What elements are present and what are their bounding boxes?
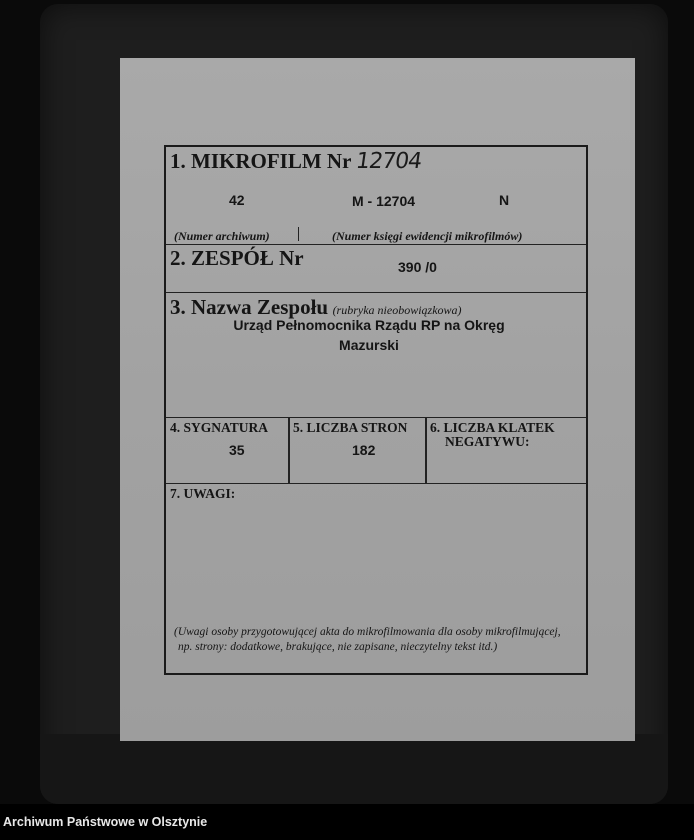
microfilm-form [164, 145, 588, 675]
register-caption: (Numer księgi ewidencji mikrofilmów) [332, 229, 523, 243]
nazwa-zespolu-label: 3. Nazwa Zespołu [170, 295, 329, 319]
handwritten-film-number: 12704 [354, 149, 424, 174]
uwagi-note-line2: np. strony: dodatkowe, brakujące, nie zapisane, nieczytelny tekst itd.) [178, 641, 498, 653]
archive-number: 42 [229, 192, 245, 208]
section-mikrofilm [166, 147, 586, 245]
section-details [166, 417, 586, 484]
liczba-klatek-label: 6. LICZBA KLATEK [430, 420, 555, 435]
sygnatura-label: 4. SYGNATURA [170, 420, 269, 435]
negatywu-label: NEGATYWU: [445, 434, 530, 449]
optional-field-note: (rubryka nieobowiązkowa) [332, 303, 462, 317]
section-nazwa-zespolu [166, 292, 586, 418]
institution-name: Archiwum Państwowe w Olsztynie [3, 815, 208, 829]
section-uwagi [166, 483, 586, 673]
sygnatura-value: 35 [229, 442, 245, 458]
liczba-stron-label: 5. LICZBA STRON [293, 420, 408, 435]
caption-separator [298, 227, 299, 241]
fonds-name-line1: Urząd Pełnomocnika Rządu RP na Okręg [233, 317, 505, 333]
zespol-number: 390 /0 [398, 259, 437, 275]
register-number: M - 12704 [352, 193, 416, 209]
uwagi-label: 7. UWAGI: [170, 486, 236, 501]
section-zespol [166, 244, 586, 293]
footer-bar [0, 804, 694, 840]
fonds-name-line2: Mazurski [339, 337, 399, 353]
liczba-stron-value: 182 [352, 442, 376, 458]
uwagi-note-line1: (Uwagi osoby przygotowującej akta do mikrofilmowania dla osoby mikrofilmującej, [174, 626, 561, 638]
archive-number-caption: (Numer archiwum) [174, 229, 270, 243]
type-code: N [499, 192, 510, 208]
mikrofilm-label: 1. MIKROFILM Nr [170, 149, 352, 173]
zespol-label: 2. ZESPÓŁ Nr [170, 246, 304, 270]
